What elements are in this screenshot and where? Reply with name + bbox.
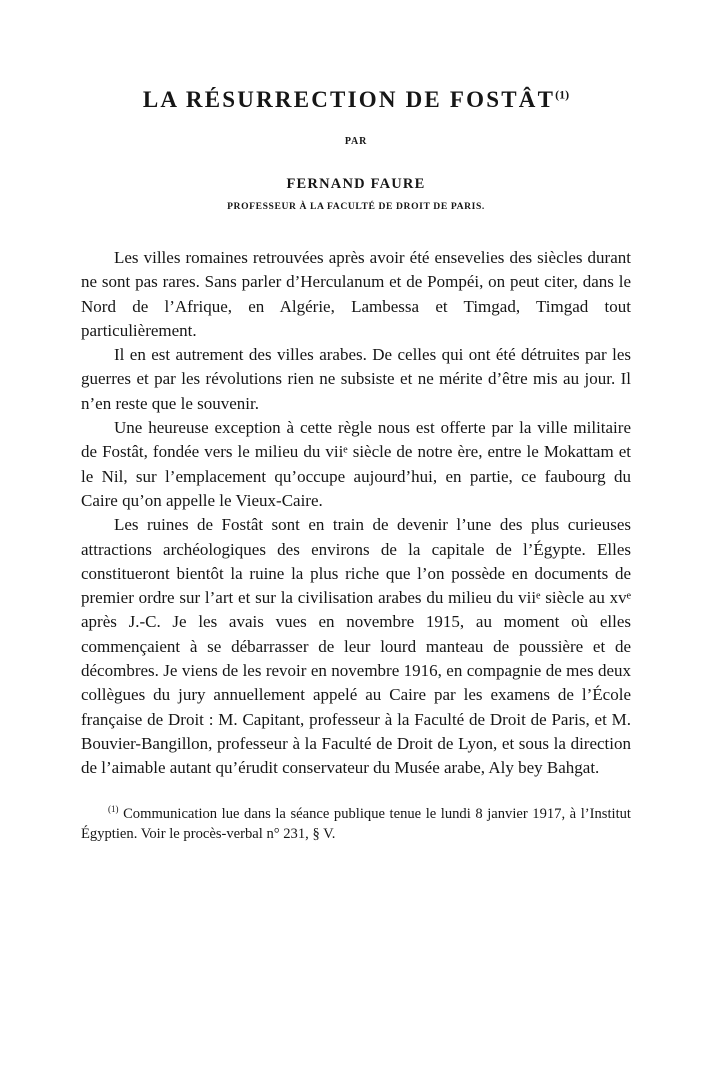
footnote-marker: (1) (108, 803, 119, 814)
author-name: FERNAND FAURE (286, 176, 426, 192)
footnote-text: Communication lue dans la séance publique tenue le lundi 8 janvier 1917, à l’Institut Égyptien. Voir le procès-verbal n° 231, § V. (81, 805, 631, 842)
title-footnote-marker: (1) (555, 87, 570, 102)
byline-par: PAR (344, 136, 368, 147)
footnote (81, 804, 631, 844)
author-affiliation: PROFESSEUR À LA FACULTÉ DE DROIT DE PARIS. (227, 201, 485, 212)
paragraph: Une heureuse exception à cette règle nous est offerte par la ville militaire de Fostât, fondée vers le milieu du viiᵉ siècle de notre ère, entre le Mokattam et le Nil, sur l’emplacement qu’occupe aujourd’hui, en partie, ce faubourg du Caire qu’on appelle le Vieux-Caire. (81, 418, 631, 510)
paragraph: Les villes romaines retrouvées après avoir été ensevelies des siècles durant ne sont pas rares. Sans parler d’Herculanum et de Pompéi, on peut citer, dans le Nord de l’Afrique, en Algérie, Lambessa et Timgad, Timgad tout particulièrement. (81, 248, 631, 340)
article-body (81, 246, 631, 781)
paragraph: Les ruines de Fostât sont en train de devenir l’une des plus curieuses attractions archéologiques des environs de la capitale de l’Égypte. Elles constitueront bientôt la ruine la plus riche que l’on possède en documents de premier ordre sur l’art et sur la civilisation arabes du milieu du viiᵉ siècle au xvᵉ après J.-C. Je les avais vues en novembre 1915, au moment où elles commençaient à se débarrasser de leur lourd manteau de poussière et de décombres. Je viens de les revoir en novembre 1916, en compagnie de mes deux collègues du jury annuellement appelé au Caire par les examens de l’École française de Droit : M. Capitant, professeur à la Faculté de Droit de Paris, et M. Bouvier-Bangillon, professeur à la Faculté de Droit de Lyon, et sous la direction de l’aimable autant qu’érudit conservateur du Musée arabe, Aly bey Bahgat. (81, 515, 631, 778)
paragraph: Il en est autrement des villes arabes. De celles qui ont été détruites par les guerres et par les révolutions rien ne subsiste et ne mérite d’être mis au jour. Il n’en reste que le souvenir. (81, 345, 631, 413)
footnote-paragraph (81, 804, 631, 844)
document-page (81, 85, 631, 844)
article-title (81, 85, 631, 115)
article-title-text: LA RÉSURRECTION DE FOSTÂT (142, 87, 556, 112)
